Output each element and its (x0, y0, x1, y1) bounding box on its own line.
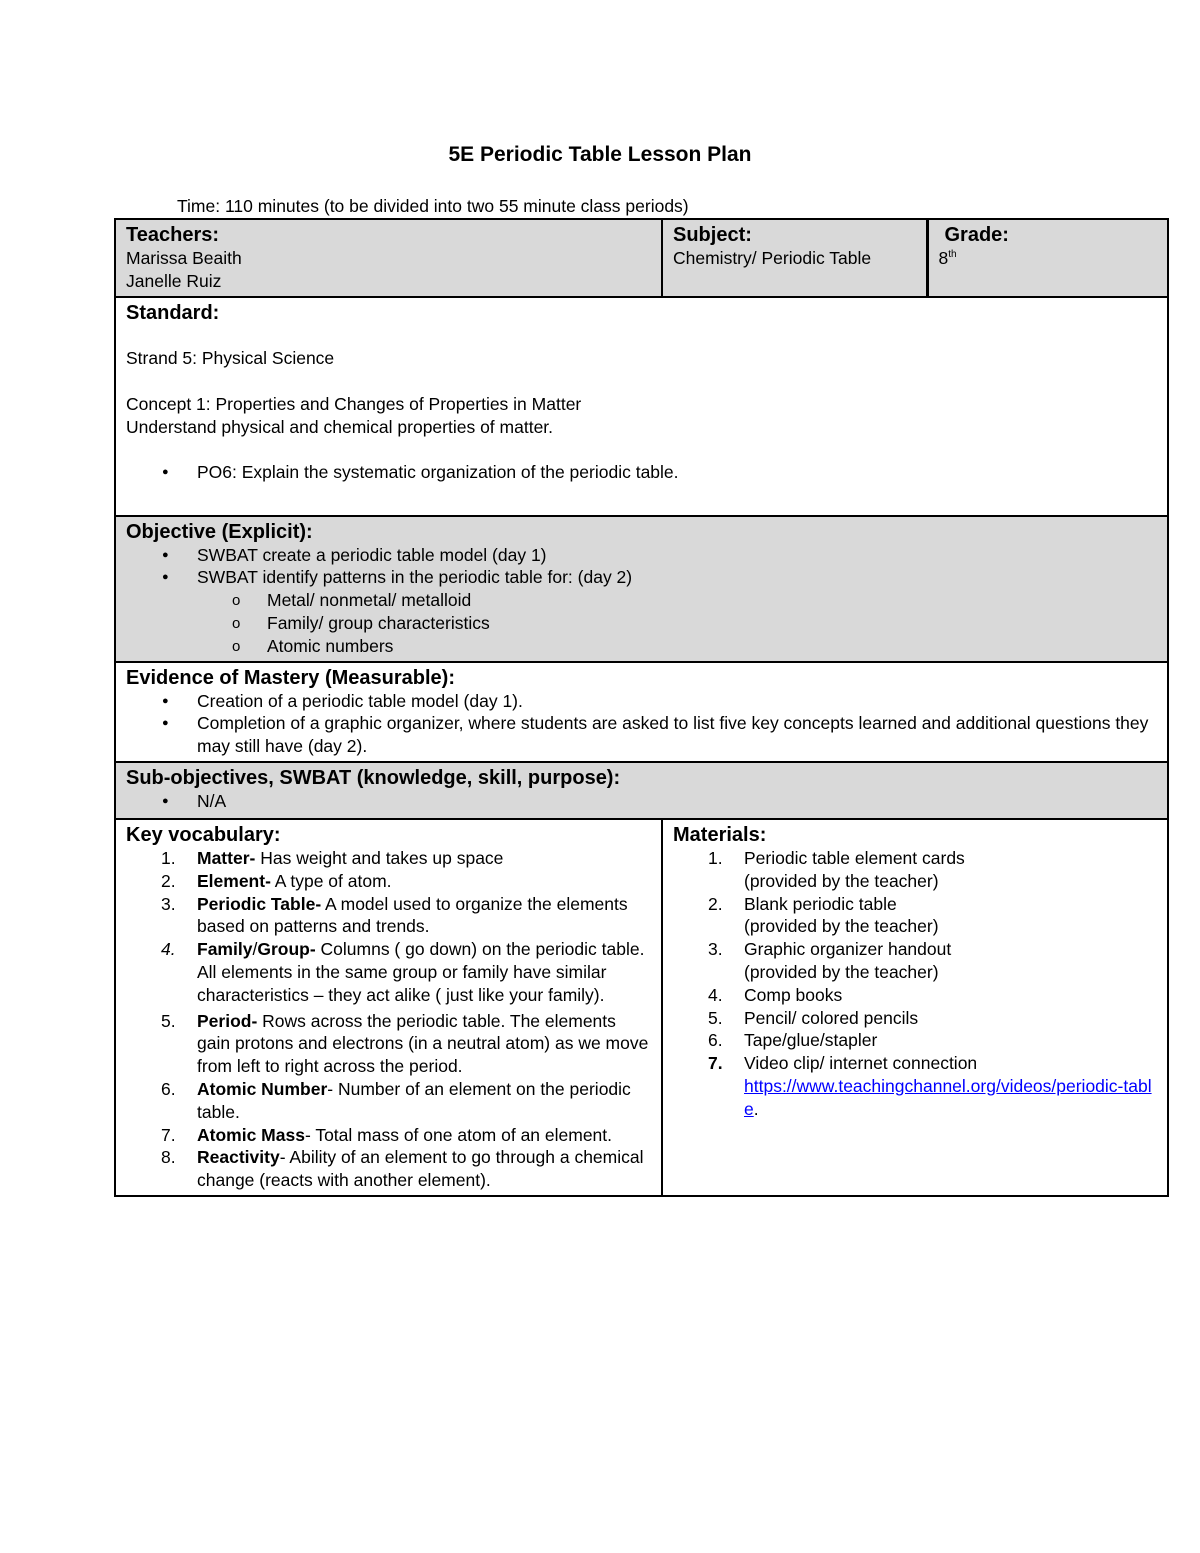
material-item (673, 1029, 1157, 1052)
material-text: Pencil/ colored pencils (744, 1007, 919, 1028)
item-number: 4. (708, 984, 723, 1005)
subject-label: Subject: (673, 224, 752, 246)
vocab-term: Period- (197, 1010, 258, 1031)
material-text: Graphic organizer handout (744, 939, 952, 960)
concept-text: Concept 1: Properties and Changes of Properties in Matter (126, 393, 582, 414)
material-note: (provided by the teacher) (744, 961, 939, 982)
vocab-definition: A type of atom. (270, 870, 392, 891)
vocab-term: Atomic Number (197, 1078, 328, 1099)
vocab-item (126, 1078, 651, 1124)
vocab-term: Matter- (197, 847, 256, 868)
item-number: 5. (708, 1007, 723, 1028)
item-number: 3. (161, 893, 176, 914)
material-text: Tape/glue/stapler (744, 1030, 878, 1051)
subobjectives-list (126, 790, 1157, 813)
vocab-definition: Rows across the periodic table. The elements gain protons and electrons (in a neutral atom) as we move from left to right across the period. (197, 1010, 649, 1077)
item-number: 1. (708, 847, 723, 868)
objective-sublist (126, 589, 1157, 657)
vocab-term: Atomic Mass (197, 1124, 305, 1145)
vocab-materials-row (115, 819, 1168, 1196)
vocab-item (126, 870, 651, 893)
page-title: 5E Periodic Table Lesson Plan (448, 143, 752, 166)
vocab-term: Periodic Table- (197, 893, 322, 914)
strand-text: Strand 5: Physical Science (126, 348, 335, 369)
vocab-item (126, 1124, 651, 1147)
material-item (673, 1052, 1157, 1120)
vocab-term: Element- (197, 870, 271, 891)
list-item: ● Completion of a graphic organizer, where students are asked to list five key concepts learned and additional questions they may still have (day 2). (126, 712, 1157, 758)
material-item (673, 893, 1157, 939)
subobjectives-cell (115, 762, 1168, 819)
subobjectives-label: Sub-objectives, SWBAT (knowledge, skill, purpose): (126, 766, 621, 789)
grade-suffix: th (948, 249, 957, 261)
material-text: Video clip/ internet connection (744, 1053, 978, 1074)
header-row (115, 219, 1168, 297)
list-item: o Atomic numbers (126, 635, 1157, 658)
vocabulary-label: Key vocabulary: (126, 823, 281, 846)
item-number: 6. (708, 1030, 723, 1051)
item-number: 4. (161, 939, 176, 960)
objective-cell (115, 516, 1168, 662)
materials-label: Materials: (673, 823, 767, 846)
standard-label: Standard: (126, 301, 220, 324)
list-item: ● N/A (126, 790, 1157, 813)
vocabulary-cell (115, 819, 662, 1196)
list-item: ● SWBAT create a periodic table model (day 1) (126, 544, 1157, 567)
vocab-item (126, 893, 651, 939)
list-item: ● PO6: Explain the systematic organization of the periodic table. (126, 461, 1157, 484)
list-item: o Metal/ nonmetal/ metalloid (126, 589, 1157, 612)
vocab-item (126, 1146, 651, 1192)
materials-list (673, 847, 1157, 1121)
teachers-label: Teachers: (126, 224, 220, 246)
item-number: 2. (161, 870, 176, 891)
subject-cell (662, 219, 927, 297)
material-item (673, 938, 1157, 984)
material-item (673, 847, 1157, 893)
grade-cell (927, 219, 1168, 297)
vocab-separator: / (252, 939, 258, 960)
teacher-name: Marissa Beaith (126, 248, 242, 268)
vocab-item (126, 1010, 651, 1078)
vocab-term: Reactivity (197, 1147, 280, 1168)
material-text: Comp books (744, 984, 843, 1005)
materials-cell (662, 819, 1168, 1196)
vocab-definition: - Total mass of one atom of an element. (304, 1124, 613, 1145)
objective-row (115, 516, 1168, 662)
evidence-list (126, 690, 1157, 758)
objective-label: Objective (Explicit): (126, 520, 313, 543)
material-text: Periodic table element cards (744, 847, 965, 868)
standard-row (115, 297, 1168, 516)
subject-value: Chemistry/ Periodic Table (673, 248, 872, 268)
video-link[interactable]: https://www.teachingchannel.org/videos/periodic-table (744, 1075, 1152, 1119)
list-item: ● Creation of a periodic table model (day 1). (126, 690, 1157, 713)
vocab-item (126, 847, 651, 870)
vocab-definition: Has weight and takes up space (255, 847, 504, 868)
item-number: 2. (708, 893, 723, 914)
standard-list (126, 461, 1157, 484)
item-number: 1. (161, 847, 176, 868)
evidence-row (115, 662, 1168, 762)
time-note: Time: 110 minutes (to be divided into two 55 minute class periods) (177, 196, 689, 216)
teachers-cell (115, 219, 662, 297)
item-number: 7. (161, 1124, 176, 1145)
item-number: 6. (161, 1078, 176, 1099)
list-item: o Family/ group characteristics (126, 612, 1157, 635)
understand-text: Understand physical and chemical properties of matter. (126, 416, 554, 437)
teacher-name: Janelle Ruiz (126, 270, 222, 291)
vocab-definition: A model used to organize the elements based on patterns and trends. (197, 893, 628, 937)
material-text: Blank periodic table (744, 893, 897, 914)
vocabulary-list (126, 847, 651, 1192)
vocab-definition: - Ability of an element to go through a chemical change (reacts with another element). (197, 1147, 644, 1191)
link-period: . (753, 1098, 759, 1119)
objective-list (126, 544, 1157, 590)
standard-cell (115, 297, 1168, 516)
grade-value: 8 (938, 248, 949, 268)
material-item (673, 984, 1157, 1007)
material-note: (provided by the teacher) (744, 916, 939, 937)
material-item (673, 1007, 1157, 1030)
material-note: (provided by the teacher) (744, 870, 939, 891)
evidence-cell (115, 662, 1168, 762)
item-number: 7. (708, 1053, 723, 1074)
grade-label: Grade: (944, 224, 1009, 246)
vocab-item (126, 938, 651, 1006)
subobjectives-row (115, 762, 1168, 819)
vocab-term: Family (197, 939, 253, 960)
evidence-label: Evidence of Mastery (Measurable): (126, 666, 455, 689)
vocab-term: Group- (257, 939, 316, 960)
list-item: ● SWBAT identify patterns in the periodic table for: (day 2) (126, 566, 1157, 589)
vocab-definition: - Number of an element on the periodic table. (197, 1078, 631, 1122)
lesson-plan-table (114, 218, 1169, 1197)
vocab-definition: Columns ( go down) on the periodic table. All elements in the same group or family have similar characteristics – they act alike ( just like your family). (197, 939, 645, 1005)
item-number: 5. (161, 1010, 176, 1031)
item-number: 3. (708, 939, 723, 960)
item-number: 8. (161, 1147, 176, 1168)
